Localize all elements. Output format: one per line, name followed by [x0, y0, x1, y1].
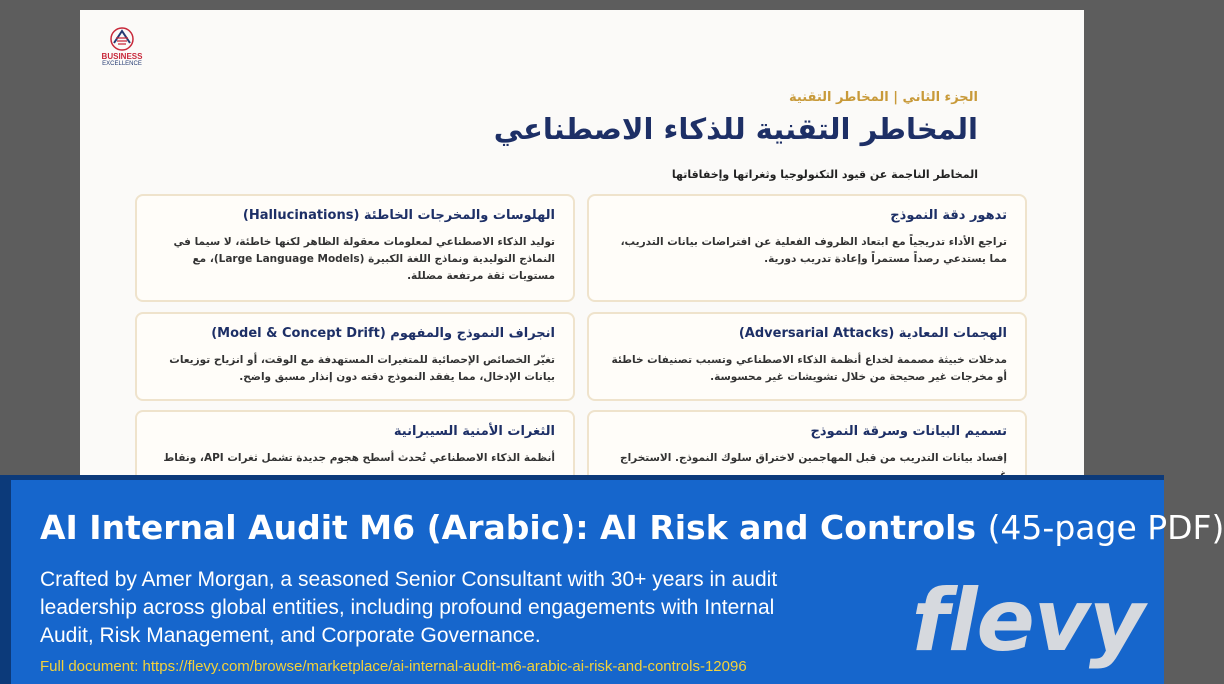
card-title: انجراف النموذج والمفهوم (Model & Concept Drift): [211, 326, 555, 341]
full-document-link[interactable]: Full document: https://flevy.com/browse/marketplace/ai-internal-audit-m6-arabic-ai-risk-and-controls-12096: [40, 658, 747, 675]
card-title: الهجمات المعادية (Adversarial Attacks): [738, 326, 1007, 341]
card-title: تسميم البيانات وسرقة النموذج: [810, 424, 1007, 439]
banner-title: [40, 508, 1224, 547]
card-body: تراجع الأداء تدريجياً مع ابتعاد الظروف الفعلية عن افتراضات بيانات التدريب، مما يستدعي رصداً مستمراً وإعادة تدريب دورية.: [620, 236, 1007, 265]
card-body: أنظمة الذكاء الاصطناعي تُحدث أسطح هجوم جديدة تشمل ثغرات API، ونقاط: [163, 452, 555, 464]
risk-card-hallucinations: [135, 194, 575, 302]
card-title: تدهور دقة النموذج: [890, 208, 1007, 223]
card-body: تغيّر الخصائص الإحصائية للمتغيرات المستهدفة مع الوقت، أو انزياح توزيعات بيانات الإدخال، مما يفقد النموذج دقته دون إنذار مسبق واضح.: [169, 354, 555, 383]
document-preview: [80, 10, 1084, 490]
card-title: الثغرات الأمنية السيبرانية: [393, 424, 555, 439]
page-title: المخاطر التقنية للذكاء الاصطناعي: [493, 112, 978, 146]
banner-title-pages: (45-page PDF): [987, 508, 1224, 547]
banner-title-main: AI Internal Audit M6 (Arabic): AI Risk and Controls: [40, 508, 977, 547]
section-label: الجزء الثاني | المخاطر التقنية: [789, 90, 978, 105]
card-body: إفساد بيانات التدريب من قبل المهاجمين لاختراق سلوك النموذج. الاستخراج: [620, 452, 1007, 464]
flevy-logo[interactable]: flevy: [911, 571, 1144, 671]
promo-banner: [0, 475, 1224, 684]
logo-text-business: BUSINESS: [101, 52, 143, 61]
promo-banner-panel: [11, 480, 1224, 684]
card-body: توليد الذكاء الاصطناعي لمعلومات معقولة الظاهر لكنها خاطئة، لا سيما في النماذج التوليدية ونماذج اللغة الكبيرة (Large Language Models)، مع مستويات ثقة مرتفعة مضللة.: [173, 236, 555, 282]
banner-description: Crafted by Amer Morgan, a seasoned Senior Consultant with 30+ years in audit leadership across global entities, including profound engagements with Internal Audit, Risk Management, and Corporate Governance.: [40, 568, 778, 647]
logo-text-excellence: EXCELLENCE: [102, 61, 142, 67]
card-body: مدخلات خبيثة مصممة لخداع أنظمة الذكاء الاصطناعي وتسبب تصنيفات خاطئة أو مخرجات غير صحيحة من خلال تشويشات غير محسوسة.: [611, 354, 1007, 383]
logo-emblem-icon: [109, 26, 135, 52]
risk-card-accuracy-degradation: [587, 194, 1027, 302]
business-excellence-logo: [94, 26, 150, 68]
risk-card-adversarial-attacks: [587, 312, 1027, 401]
risk-card-model-drift: [135, 312, 575, 401]
page-subtitle: المخاطر الناجمة عن قيود التكنولوجيا وثغراتها وإخفاقاتها: [671, 168, 978, 181]
card-title: الهلوسات والمخرجات الخاطئة (Hallucinations): [242, 208, 555, 223]
